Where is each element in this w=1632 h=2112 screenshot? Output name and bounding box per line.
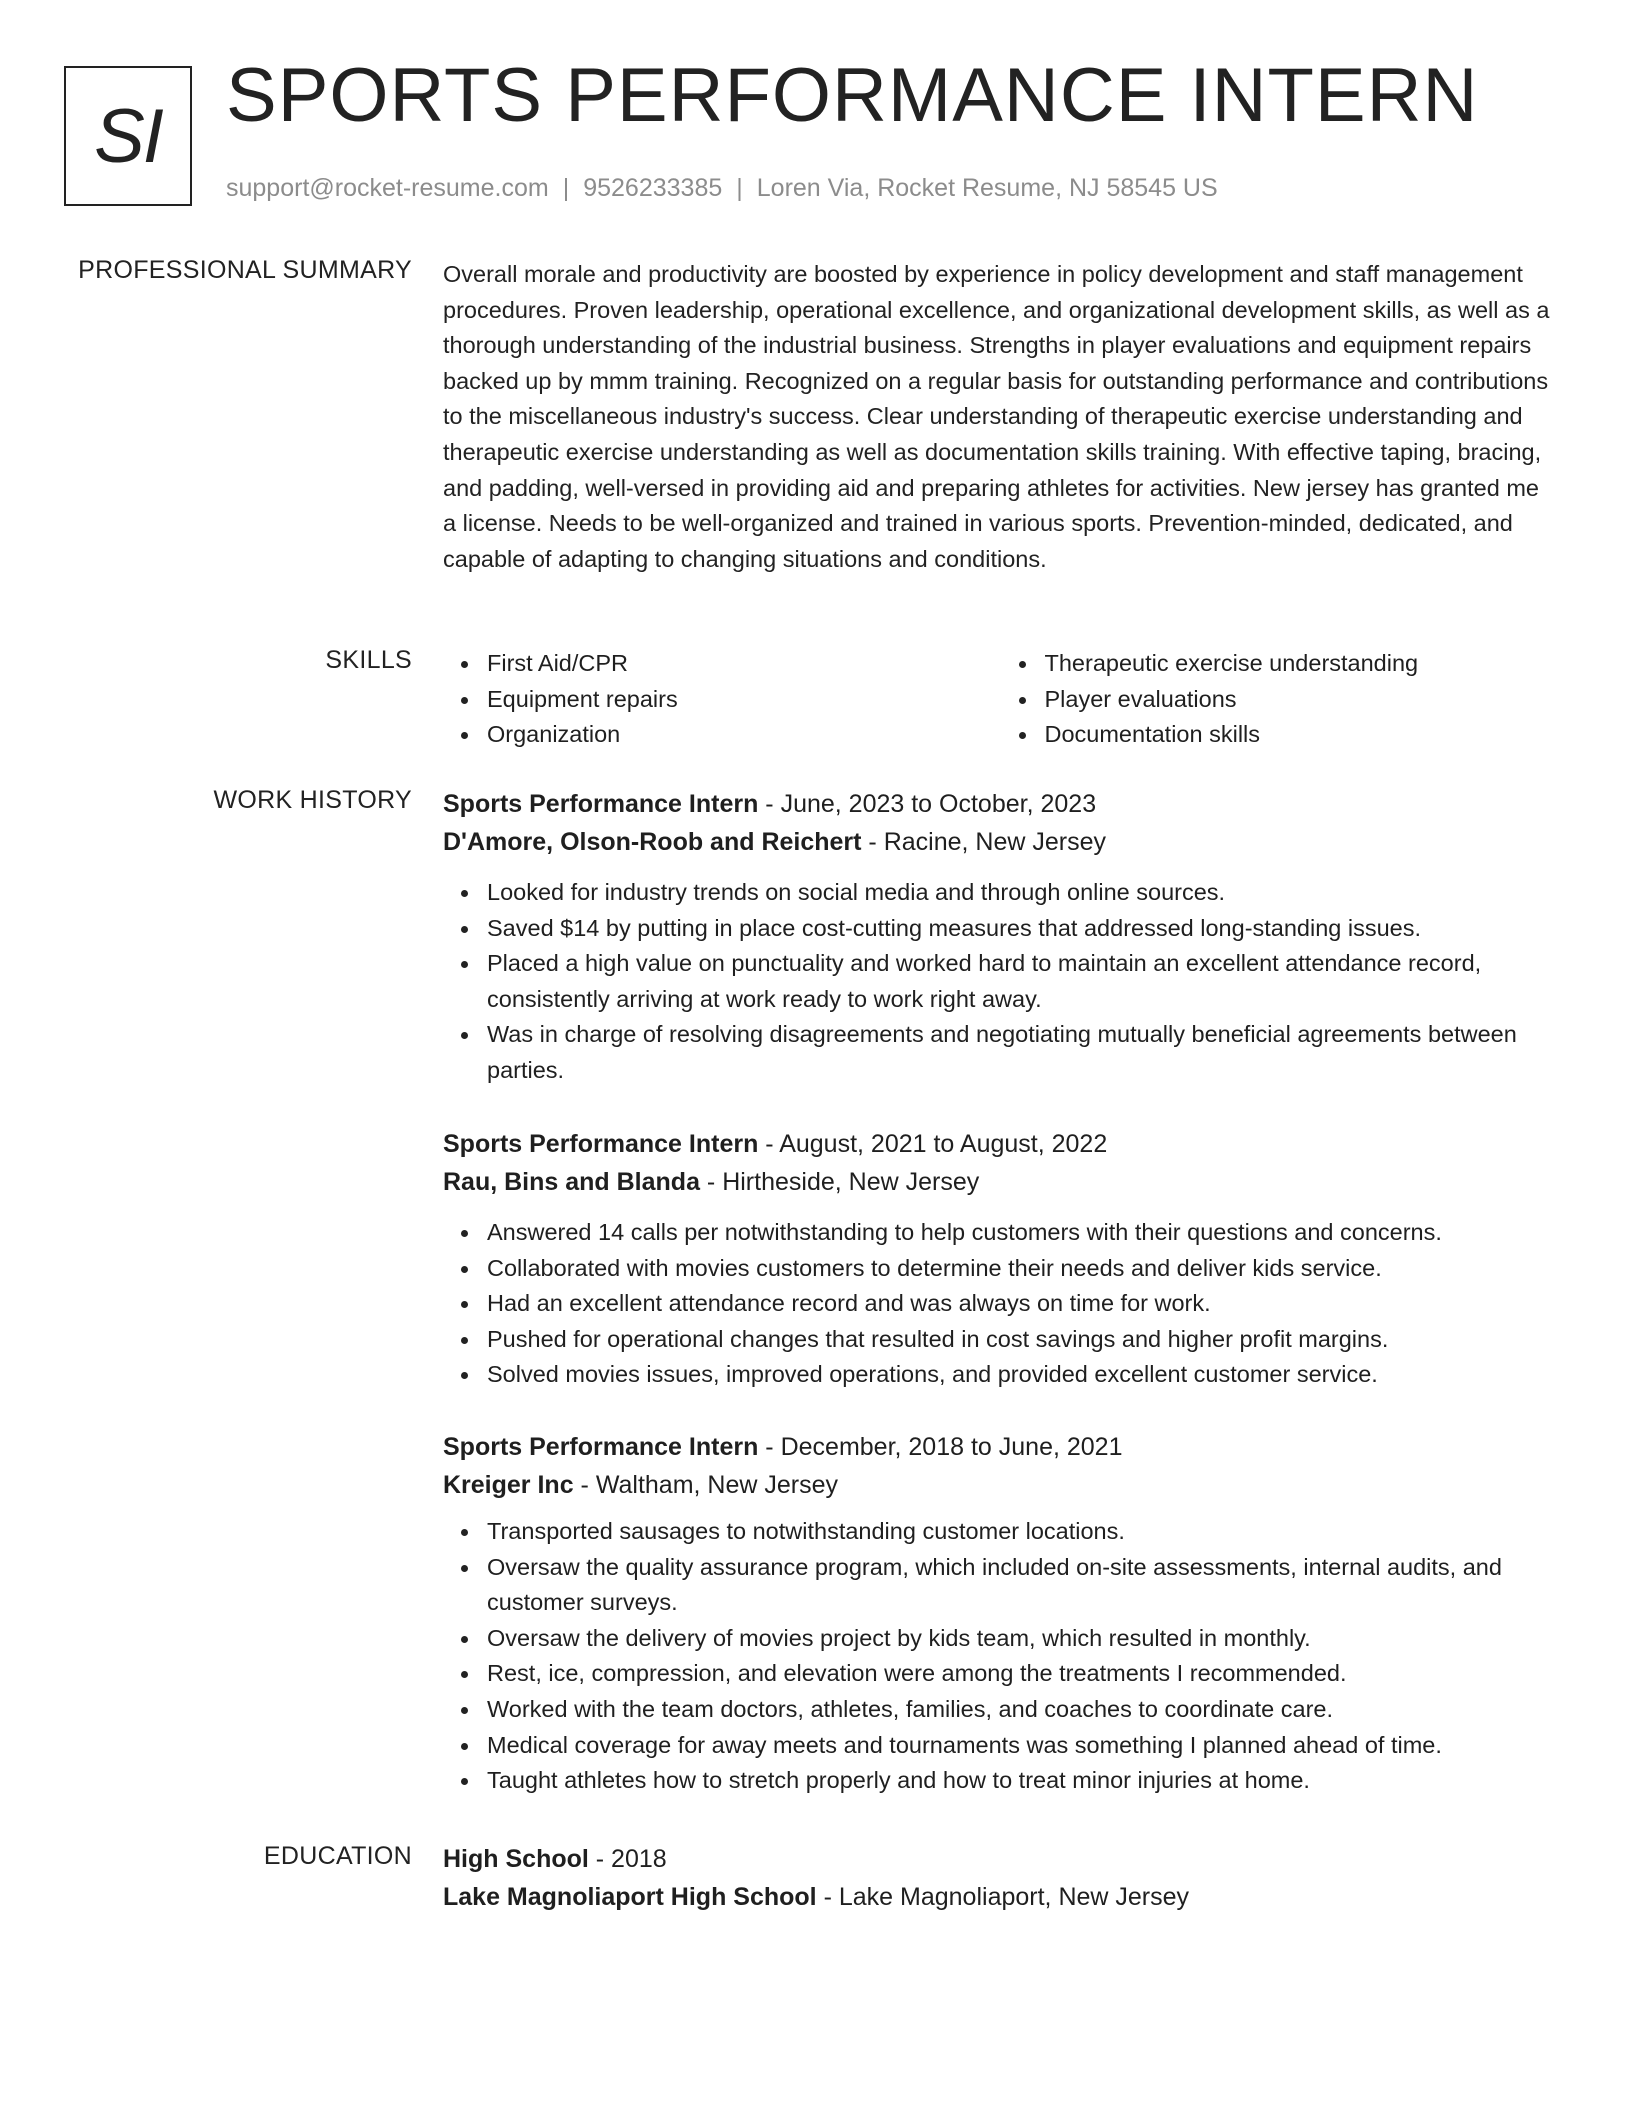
skills-column-left (443, 646, 1001, 753)
job-company: D'Amore, Olson-Roob and Reichert (443, 828, 862, 856)
summary-heading: PROFESSIONAL SUMMARY (78, 256, 412, 284)
skills-list (443, 646, 1558, 753)
summary-section (443, 257, 1558, 577)
contact-line (226, 174, 1218, 203)
job-bullet: Answered 14 calls per notwithstanding to help customers with their questions and concerns. (487, 1215, 1558, 1251)
monogram-logo: SI (64, 66, 192, 206)
education-degree: High School (443, 1845, 589, 1873)
job-bullet: Oversaw the delivery of movies project by kids team, which resulted in monthly. (487, 1621, 1558, 1657)
summary-text: Overall morale and productivity are boosted by experience in policy development and staff management procedures. Proven leadership, operational excellence, and organizational development skills, as well as a thorough understanding of the industrial business. Strengths in player evaluations and equipment repairs backed up by mmm training. Recognized on a regular basis for outstanding performance and contributions to the miscellaneous industry's success. Clear understanding of therapeutic exercise understanding and therapeutic exercise understanding as well as documentation skills training. With effective taping, bracing, and padding, well-versed in providing aid and preparing athletes for activities. New jersey has granted me a license. Needs to be well-organized and trained in various sports. Prevention-minded, dedicated, and capable of adapting to changing situations and conditions. (443, 261, 1550, 572)
job-bullet: Was in charge of resolving disagreements and negotiating mutually beneficial agreements between parties. (487, 1017, 1558, 1088)
skill-item: Therapeutic exercise understanding (1045, 646, 1559, 682)
job-company-line (443, 1163, 1558, 1201)
education-year: - 2018 (588, 1845, 667, 1873)
job-title: Sports Performance Intern (443, 1130, 759, 1158)
resume-title: SPORTS PERFORMANCE INTERN (226, 53, 1479, 138)
job-bullet: Taught athletes how to stretch properly and how to treat minor injuries at home. (487, 1763, 1558, 1799)
job-bullet: Had an excellent attendance record and was always on time for work. (487, 1286, 1558, 1322)
job-bullets (443, 875, 1558, 1089)
skill-item: Equipment repairs (487, 682, 1001, 718)
contact-email[interactable]: support@rocket-resume.com (226, 174, 549, 202)
education-degree-line (443, 1840, 1558, 1878)
job-title-line (443, 1428, 1558, 1466)
skill-item: Documentation skills (1045, 717, 1559, 753)
education-school-line (443, 1878, 1558, 1916)
job-dates: - June, 2023 to October, 2023 (758, 790, 1097, 818)
contact-phone[interactable]: 9526233385 (583, 174, 723, 202)
skill-item: Player evaluations (1045, 682, 1559, 718)
skill-item: Organization (487, 717, 1001, 753)
contact-separator: | (562, 174, 570, 202)
job-bullets (443, 1514, 1558, 1799)
job-location: - Racine, New Jersey (861, 828, 1107, 856)
job-bullet: Pushed for operational changes that resulted in cost savings and higher profit margins. (487, 1322, 1558, 1358)
job-bullet: Medical coverage for away meets and tournaments was something I planned ahead of time. (487, 1728, 1558, 1764)
job-bullet: Rest, ice, compression, and elevation were among the treatments I recommended. (487, 1656, 1558, 1692)
job-bullet: Saved $14 by putting in place cost-cutting measures that addressed long-standing issues. (487, 911, 1558, 947)
education-location: - Lake Magnoliaport, New Jersey (816, 1883, 1190, 1911)
education-entry (443, 1840, 1558, 1916)
job-dates: - August, 2021 to August, 2022 (758, 1130, 1108, 1158)
job-title: Sports Performance Intern (443, 1433, 759, 1461)
job-bullet: Transported sausages to notwithstanding customer locations. (487, 1514, 1558, 1550)
job-entry (443, 1125, 1558, 1393)
job-bullet: Solved movies issues, improved operations, and provided excellent customer service. (487, 1357, 1558, 1393)
job-bullet: Oversaw the quality assurance program, which included on-site assessments, internal audits, and customer surveys. (487, 1550, 1558, 1621)
job-company: Rau, Bins and Blanda (443, 1168, 700, 1196)
skills-column-right (1001, 646, 1559, 753)
skill-item: First Aid/CPR (487, 646, 1001, 682)
skills-heading: SKILLS (325, 646, 412, 674)
job-company-line (443, 1466, 1558, 1504)
job-bullet: Placed a high value on punctuality and worked hard to maintain an excellent attendance record, consistently arriving at work ready to work right away. (487, 946, 1558, 1017)
job-title-line (443, 1125, 1558, 1163)
job-bullets (443, 1215, 1558, 1393)
job-company: Kreiger Inc (443, 1471, 574, 1499)
work-history-heading: WORK HISTORY (213, 786, 412, 814)
job-dates: - December, 2018 to June, 2021 (758, 1433, 1123, 1461)
job-title-line (443, 785, 1558, 823)
job-bullet: Collaborated with movies customers to determine their needs and deliver kids service. (487, 1251, 1558, 1287)
job-bullet: Worked with the team doctors, athletes, families, and coaches to coordinate care. (487, 1692, 1558, 1728)
job-company-line (443, 823, 1558, 861)
job-location: - Hirtheside, New Jersey (699, 1168, 980, 1196)
job-bullet: Looked for industry trends on social media and through online sources. (487, 875, 1558, 911)
education-heading: EDUCATION (263, 1842, 412, 1870)
job-title: Sports Performance Intern (443, 790, 759, 818)
job-entry (443, 785, 1558, 1089)
contact-separator: | (736, 174, 743, 202)
education-school: Lake Magnoliaport High School (443, 1883, 817, 1911)
job-location: - Waltham, New Jersey (573, 1471, 839, 1499)
job-entry (443, 1428, 1558, 1799)
contact-address: Loren Via, Rocket Resume, NJ 58545 US (756, 174, 1218, 202)
